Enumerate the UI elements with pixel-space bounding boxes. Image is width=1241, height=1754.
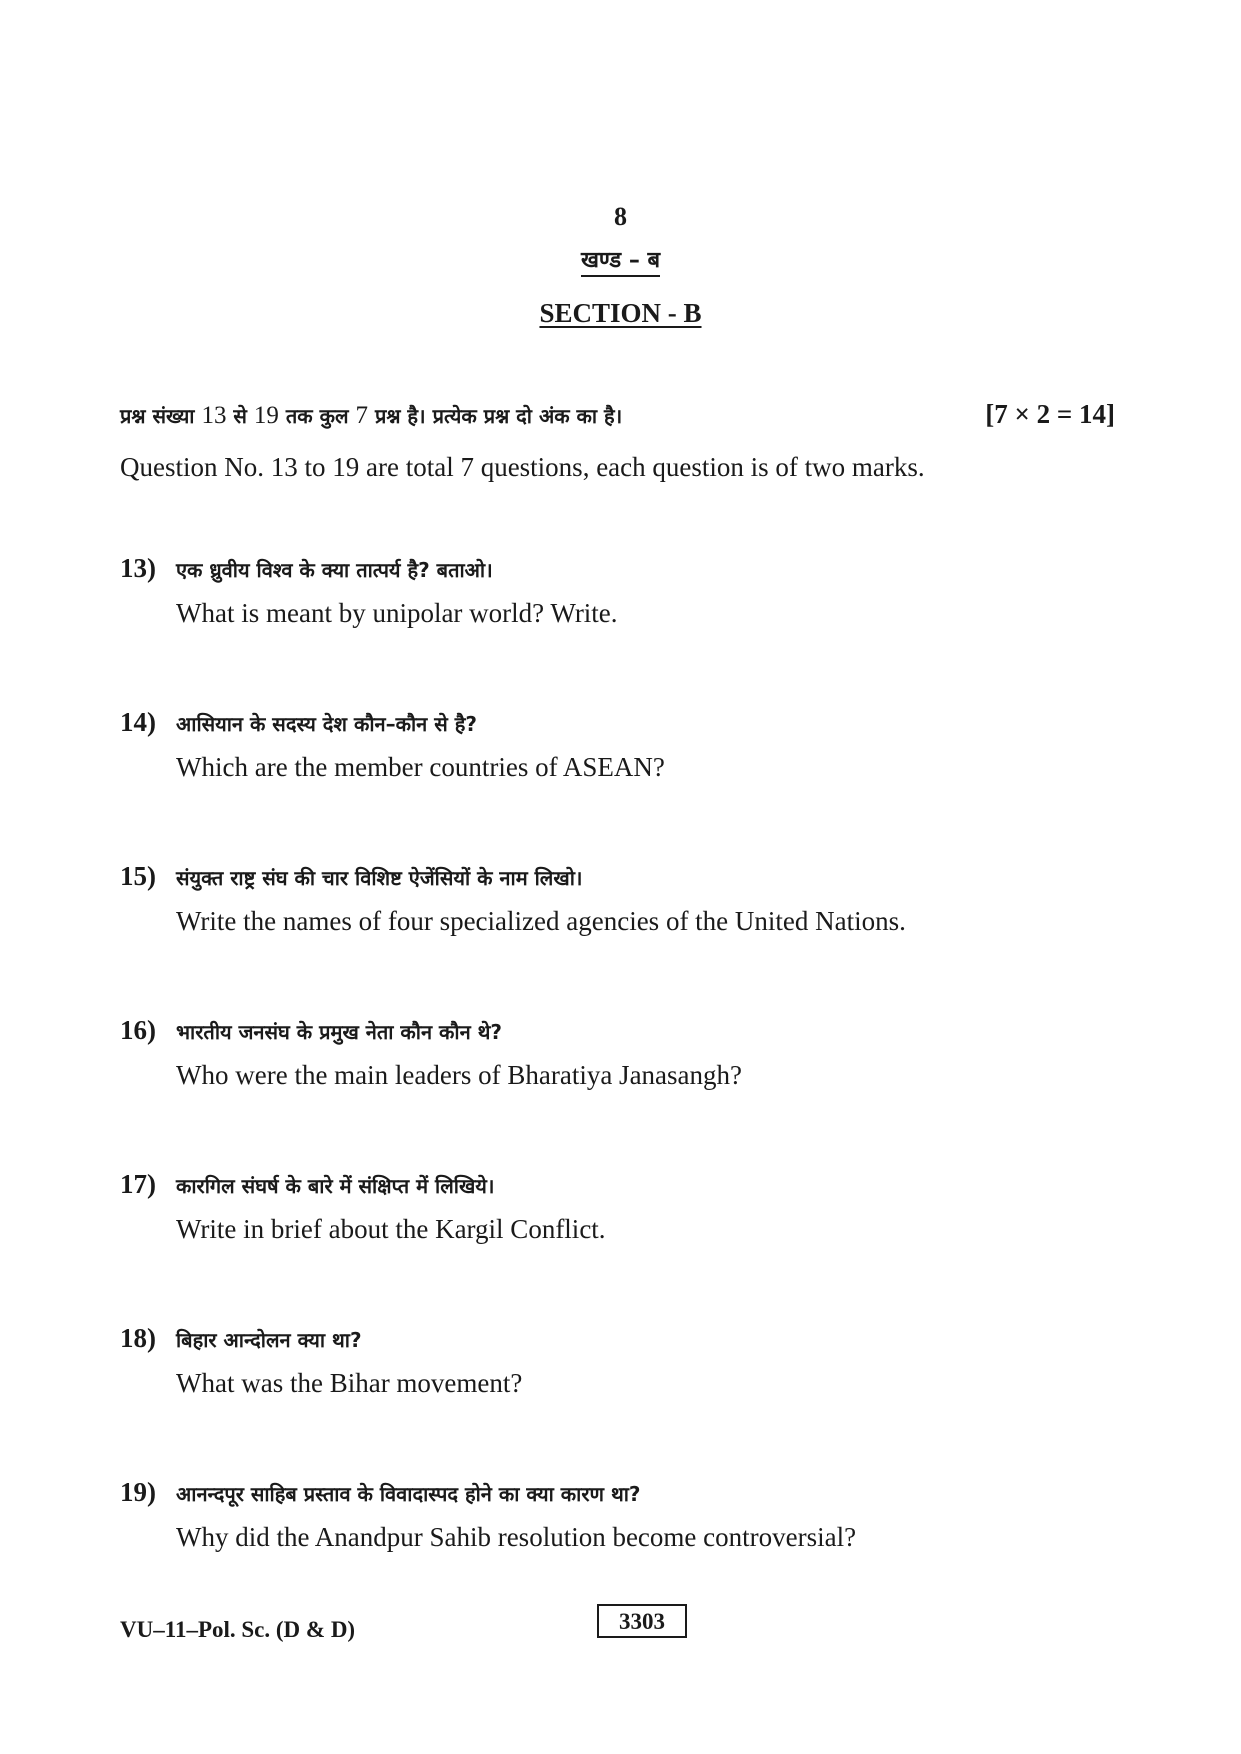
question-hindi-text: भारतीय जनसंघ के प्रमुख नेता कौन कौन थे? [176, 1020, 503, 1044]
question-hindi-text: संयुक्त राष्ट्र संघ की चार विशिष्ट ऐजेंसियों के नाम लिखो। [176, 866, 583, 890]
section-title-hindi [0, 246, 1241, 276]
question-english-text: Why did the Anandpur Sahib resolution become controversial? [176, 1522, 857, 1552]
question-item [120, 702, 1120, 784]
instructions-hindi-part: प्रश्न संख्या [120, 404, 202, 428]
question-number: 13) [120, 553, 156, 583]
page-number: 8 [614, 202, 627, 231]
question-number: 19) [120, 1477, 156, 1507]
question-hindi-text: आनन्दपूर साहिब प्रस्ताव के विवादास्पद होने का क्या कारण था? [176, 1482, 641, 1506]
question-item [120, 1010, 1120, 1092]
question-hindi-text: आसियान के सदस्य देश कौन–कौन से है? [176, 712, 477, 736]
question-english-text: Which are the member countries of ASEAN? [176, 752, 665, 782]
question-item [120, 856, 1120, 938]
question-number: 17) [120, 1169, 156, 1199]
question-item [120, 1472, 1120, 1554]
question-number: 16) [120, 1015, 156, 1045]
instructions-hindi-part: तक कुल [278, 404, 356, 428]
section-title-hindi-text: खण्ड – ब [581, 248, 660, 277]
question-hindi-line [120, 1318, 1120, 1358]
question-hindi-line [120, 856, 1120, 896]
question-english-text: Write the names of four specialized agencies of the United Nations. [176, 906, 906, 936]
question-item [120, 1318, 1120, 1400]
instructions-english: Question No. 13 to 19 are total 7 questions, each question is of two marks. [120, 452, 925, 482]
question-hindi-text: एक ध्रुवीय विश्व के क्या तात्पर्य है? बताओ। [176, 558, 493, 582]
paper-box-number: 3303 [597, 1604, 687, 1638]
instructions-hindi-part: प्रश्न है। प्रत्येक प्रश्न दो अंक का है। [367, 404, 623, 428]
question-number: 14) [120, 707, 156, 737]
question-hindi-text: कारगिल संघर्ष के बारे में संक्षिप्त में लिखिये। [176, 1174, 495, 1198]
question-english-text: What is meant by unipolar world? Write. [176, 598, 618, 628]
instructions-hindi-number: 19 [253, 402, 279, 429]
instructions-hindi-number: 7 [355, 402, 368, 429]
question-hindi-line [120, 1010, 1120, 1050]
section-title-english-text: SECTION - B [539, 298, 702, 328]
question-hindi-line [120, 702, 1120, 742]
paper-code: VU–11–Pol. Sc. (D & D) [120, 1617, 356, 1642]
question-english-text: Who were the main leaders of Bharatiya Janasangh? [176, 1060, 743, 1090]
question-number: 15) [120, 861, 156, 891]
question-english-text: What was the Bihar movement? [176, 1368, 523, 1398]
marks-scheme: [7 × 2 = 14] [985, 399, 1115, 429]
question-item [120, 1164, 1120, 1246]
question-hindi-text: बिहार आन्दोलन क्या था? [176, 1328, 362, 1352]
question-english-text: Write in brief about the Kargil Conflict. [176, 1214, 606, 1244]
section-title-english [0, 297, 1241, 329]
instructions-hindi-part: से [226, 404, 254, 428]
question-hindi-line [120, 548, 1120, 588]
question-number: 18) [120, 1323, 156, 1353]
question-hindi-line [120, 1472, 1120, 1512]
instructions-hindi [120, 401, 622, 431]
question-item [120, 548, 1120, 630]
question-hindi-line [120, 1164, 1120, 1204]
instructions-hindi-number: 13 [201, 402, 227, 429]
